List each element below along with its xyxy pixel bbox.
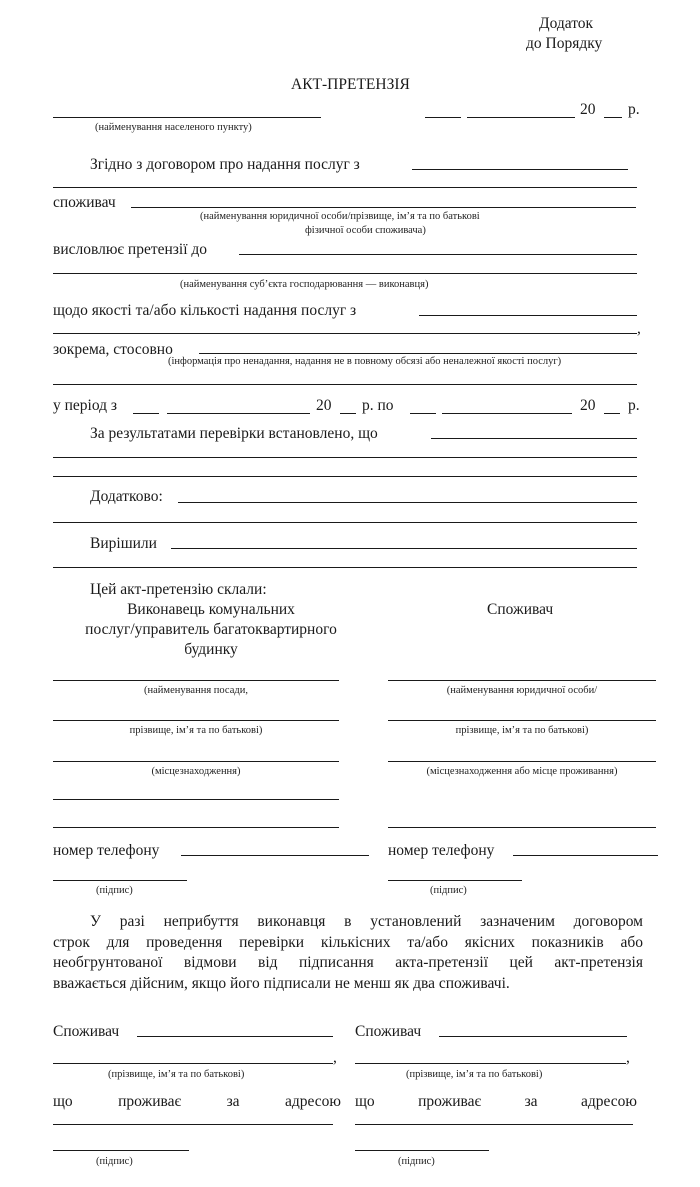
appendix-reference: до Порядку [526, 35, 603, 52]
date-month-line [467, 117, 575, 118]
results-line-3 [53, 476, 637, 477]
period-to-year-suffix: р. [628, 397, 640, 414]
hint-location-res: (місцезнаходження або місце проживання) [426, 766, 618, 777]
consumer-legal-line [388, 680, 656, 681]
results-line-2 [53, 457, 637, 458]
period-to-year-prefix: 20 [580, 397, 596, 414]
witness-address-label-right [355, 1093, 637, 1111]
period-to-year-line [604, 413, 620, 414]
period-from-year-prefix: 20 [316, 397, 332, 414]
hint-legal: (найменування юридичної особи/ [446, 685, 598, 696]
address-word: за [524, 1093, 538, 1110]
hint-info: (інформація про ненадання, надання не в повному обсязі або неналежної якості послуг) [168, 356, 562, 367]
witness-sign-line-right [355, 1150, 489, 1151]
consumer-label: споживач [53, 194, 116, 211]
note-line-1: У разі неприбуття виконавця в установлений зазначеним договором [90, 913, 643, 930]
consumer-name-line [388, 720, 656, 721]
witness-line-right [439, 1036, 627, 1037]
period-to-month-line [442, 413, 572, 414]
results-label: За результатами перевірки встановлено, що [90, 425, 378, 442]
witness-address-label-left [53, 1093, 341, 1111]
agreement-label: Згідно з договором про надання послуг з [90, 156, 360, 173]
in-particular-line [199, 353, 637, 354]
address-word: що [53, 1093, 73, 1110]
hint-witness-sign-right: (підпис) [398, 1156, 435, 1167]
executor-name-line [53, 720, 339, 721]
comma-mark: , [637, 320, 641, 337]
hint-executor: (найменування суб’єкта господарювання — виконавця) [180, 279, 429, 290]
phone-label: номер телефону [53, 842, 160, 859]
hint-settlement: (найменування населеного пункту) [95, 122, 252, 133]
hint-consumer-2: фізичної особи споживача) [305, 225, 426, 236]
note-line-2: строк для проведення перевірки кількісних та/або якісних показників або [53, 933, 643, 951]
witness-line-left [137, 1036, 333, 1037]
executor-extra-line-2 [53, 827, 339, 828]
info-line-2 [53, 384, 637, 385]
witness-comma-left: , [333, 1049, 337, 1066]
page-title: АКТ-ПРЕТЕНЗІЯ [291, 76, 410, 93]
services-line [412, 169, 628, 170]
hint-sign-right: (підпис) [430, 885, 467, 896]
appendix-label: Додаток [539, 15, 594, 32]
witness-address-line-right [355, 1124, 633, 1125]
witness-comma-right: , [626, 1049, 630, 1066]
additionally-label: Додатково: [90, 488, 163, 505]
claims-label: висловлює претензії до [53, 241, 208, 258]
decided-line [171, 548, 637, 549]
date-day-line [425, 117, 461, 118]
period-from-month-line [167, 413, 310, 414]
consumer-line [131, 207, 636, 208]
additionally-line [178, 502, 637, 503]
executor-title-2: послуг/управитель багатоквартирного [85, 621, 337, 638]
witness-address-line-left [53, 1124, 333, 1125]
date-year-line [604, 117, 622, 118]
note-paragraph [53, 912, 643, 994]
period-to-label: р. по [362, 397, 394, 414]
executor-position-line [53, 680, 339, 681]
address-word: адресою [284, 1093, 341, 1110]
note-line-3: необгрунтованої відмови від підписання акта-претензії цей акт-претензія [53, 954, 643, 971]
hint-witness-name-left: (прізвище, ім’я та по батькові) [108, 1069, 245, 1080]
hint-name-right: прізвище, ім’я та по батькові) [455, 725, 589, 736]
witness-name-line-right [355, 1063, 626, 1064]
address-word: адресою [580, 1093, 637, 1110]
hint-name: прізвище, ім’я та по батькові) [129, 725, 263, 736]
hint-consumer-1: (найменування юридичної особи/прізвище, ім’я та по батькові [200, 211, 480, 222]
hint-position: (найменування посади, [144, 685, 248, 696]
hint-location: (місцезнаходження) [151, 766, 241, 777]
sign-line-right [388, 880, 522, 881]
decided-line-2 [53, 567, 637, 568]
witness-sign-line-left [53, 1150, 189, 1151]
in-particular-label: зокрема, стосовно [53, 341, 173, 358]
additionally-line-2 [53, 522, 637, 523]
executor-extra-line-1 [53, 799, 339, 800]
note-line-4: вважається дійсним, якщо його підписали не менш як два споживачі. [53, 974, 510, 992]
phone-label-right: номер телефону [388, 842, 495, 859]
phone-line [181, 855, 369, 856]
address-word: проживає [118, 1093, 182, 1110]
year-suffix: р. [628, 101, 640, 118]
results-line [431, 438, 637, 439]
consumer-title: Споживач [487, 601, 554, 618]
quality-line [419, 315, 637, 316]
executor-title-1: Виконавець комунальних [127, 601, 295, 618]
decided-label: Вирішили [90, 535, 157, 552]
quality-label: щодо якості та/або кількості надання послуг з [53, 302, 357, 319]
witness-name-line-left [53, 1063, 333, 1064]
year-prefix: 20 [580, 101, 596, 118]
period-from-day-line [133, 413, 159, 414]
address-word: за [226, 1093, 240, 1110]
witness-consumer-label-left: Споживач [53, 1023, 120, 1040]
quality-line-2 [53, 333, 637, 334]
settlement-line [53, 117, 321, 118]
period-from-label: у період з [53, 397, 118, 414]
hint-witness-sign-left: (підпис) [96, 1156, 133, 1167]
services-line-2 [53, 187, 637, 188]
claims-line [239, 254, 637, 255]
consumer-location-line [388, 761, 656, 762]
period-from-year-line [340, 413, 356, 414]
address-word: проживає [418, 1093, 482, 1110]
claims-line-2 [53, 273, 637, 274]
phone-line-right [513, 855, 658, 856]
hint-sign: (підпис) [96, 885, 133, 896]
executor-title-3: будинку [184, 641, 238, 658]
composed-label: Цей акт-претензію склали: [90, 581, 267, 598]
period-to-day-line [410, 413, 436, 414]
witness-consumer-label-right: Споживач [355, 1023, 422, 1040]
hint-witness-name-right: (прізвище, ім’я та по батькові) [406, 1069, 543, 1080]
address-word: що [355, 1093, 375, 1110]
consumer-extra-line [388, 827, 656, 828]
executor-location-line [53, 761, 339, 762]
sign-line [53, 880, 187, 881]
